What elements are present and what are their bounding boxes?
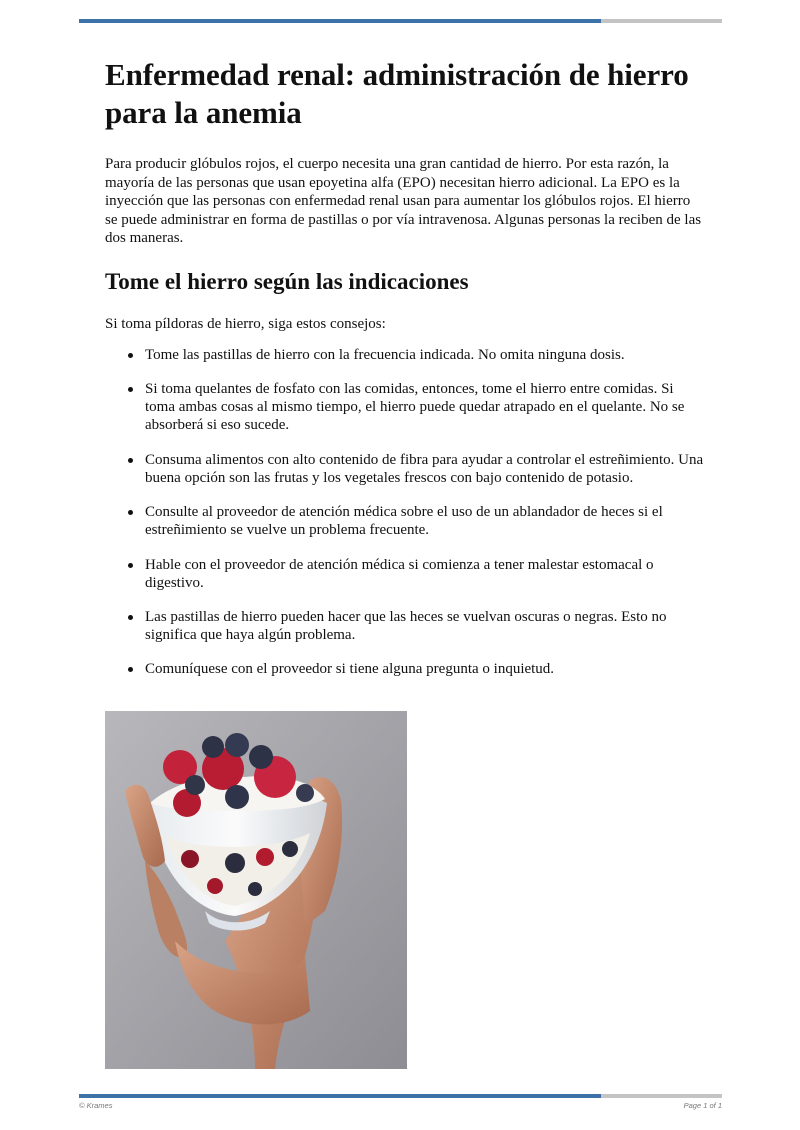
list-item: Tome las pastillas de hierro con la frecuencia indicada. No omita ninguna dosis.	[145, 346, 705, 364]
list-item: Si toma quelantes de fosfato con las comidas, entonces, tome el hierro entre comidas. Si toma ambas cosas al mismo tiempo, el hierro puede quedar atrapado en el quelante. No se absorberá si eso sucede.	[145, 380, 705, 434]
bottom-rule-accent	[79, 1094, 601, 1098]
page-title: Enfermedad renal: administración de hierro para la anemia	[105, 57, 689, 130]
yogurt-berries-photo	[105, 711, 407, 1069]
top-rule	[79, 19, 722, 23]
bottom-rule-gray	[601, 1094, 722, 1098]
list-item: Hable con el proveedor de atención médica si comienza a tener malestar estomacal o digestivo.	[145, 556, 705, 592]
tips-list	[105, 346, 705, 678]
top-rule-accent	[79, 19, 601, 23]
page-number: Page 1 of 1	[683, 1101, 722, 1110]
list-item: Las pastillas de hierro pueden hacer que las heces se vuelvan oscuras o negras. Esto no significa que haya algún problema.	[145, 608, 705, 644]
list-item: Comuníquese con el proveedor si tiene alguna pregunta o inquietud.	[145, 660, 705, 678]
article	[105, 56, 705, 695]
section-lead: Si toma píldoras de hierro, siga estos consejos:	[105, 315, 386, 332]
list-item: Consuma alimentos con alto contenido de fibra para ayudar a controlar el estreñimiento. Una buena opción son las frutas y los vegetales frescos con bajo contenido de potasio.	[145, 451, 704, 486]
list-item: Consulte al proveedor de atención médica sobre el uso de un ablandador de heces si el estreñimiento se vuelve un problema frecuente.	[145, 503, 705, 539]
footer	[79, 1101, 722, 1110]
section-heading: Tome el hierro según las indicaciones	[105, 268, 469, 294]
intro-paragraph: Para producir glóbulos rojos, el cuerpo necesita una gran cantidad de hierro. Por esta razón, la mayoría de las personas que usan epoyetina alfa (EPO) necesitan hierro adicional. La EPO es la inyección que las personas con enfermedad renal usan para aumentar los glóbulos rojos. El hierro se puede administrar en forma de pastillas o por vía intravenosa. Algunas personas la reciben de las dos maneras.	[105, 156, 702, 246]
copyright-label: © Krames	[79, 1101, 113, 1110]
top-rule-gray	[601, 19, 722, 23]
bottom-rule	[79, 1094, 722, 1098]
